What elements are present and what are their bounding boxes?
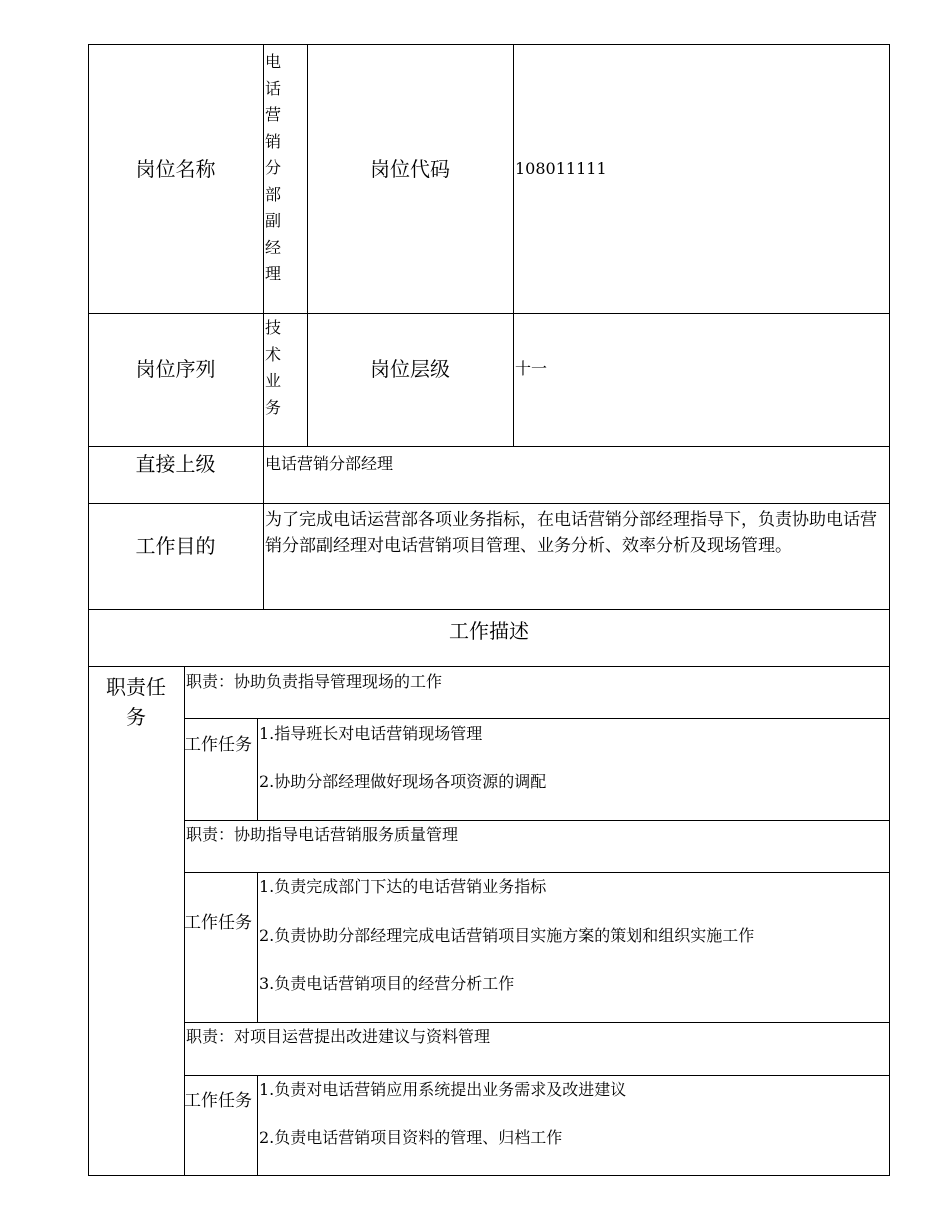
column-divider bbox=[513, 44, 514, 446]
row-divider bbox=[88, 446, 890, 447]
column-divider bbox=[263, 44, 264, 609]
column-divider bbox=[257, 872, 258, 1022]
task-item: 2.协助分部经理做好现场各项资源的调配 bbox=[259, 772, 547, 791]
task-label: 工作任务 bbox=[184, 735, 252, 755]
task-item: 1.负责对电话营销应用系统提出业务需求及改进建议 bbox=[259, 1080, 627, 1099]
position-level-label: 岗位层级 bbox=[370, 357, 450, 381]
row-divider bbox=[184, 1022, 890, 1023]
task-item: 3.负责电话营销项目的经营分析工作 bbox=[259, 974, 515, 993]
row-divider bbox=[184, 718, 890, 719]
task-label: 工作任务 bbox=[184, 1091, 252, 1111]
position-code-value: 108011111 bbox=[515, 159, 607, 178]
row-divider bbox=[88, 666, 890, 667]
direct-superior-value: 电话营销分部经理 bbox=[265, 454, 394, 473]
task-item: 2.负责电话营销项目资料的管理、归档工作 bbox=[259, 1128, 563, 1147]
row-divider bbox=[88, 313, 890, 314]
position-level-value: 十一 bbox=[515, 359, 548, 378]
duty-text: 职责：协助负责指导管理现场的工作 bbox=[186, 672, 443, 691]
work-purpose-value: 为了完成电话运营部各项业务指标，在电话营销分部经理指导下，负责协助电话营销分部副经理对电话营销项目管理、业务分析、效率分析及现场管理。 bbox=[265, 510, 877, 556]
row-divider bbox=[184, 872, 890, 873]
duties-label: 职责任务 bbox=[106, 675, 166, 729]
task-label: 工作任务 bbox=[184, 913, 252, 933]
position-sequence-value: 技术业务 bbox=[265, 318, 282, 417]
column-divider bbox=[257, 1075, 258, 1176]
column-divider bbox=[257, 718, 258, 820]
row-divider bbox=[184, 820, 890, 821]
position-name-value: 电话营销分部副经理 bbox=[265, 52, 282, 283]
row-divider bbox=[184, 1075, 890, 1076]
task-item: 2.负责协助分部经理完成电话营销项目实施方案的策划和组织实施工作 bbox=[259, 926, 755, 945]
work-description-title: 工作描述 bbox=[449, 619, 529, 643]
task-item: 1.负责完成部门下达的电话营销业务指标 bbox=[259, 877, 547, 896]
direct-superior-label: 直接上级 bbox=[135, 452, 216, 476]
task-item: 1.指导班长对电话营销现场管理 bbox=[259, 724, 483, 743]
work-purpose-label: 工作目的 bbox=[135, 534, 216, 558]
duty-text: 职责：协助指导电话营销服务质量管理 bbox=[186, 825, 459, 844]
row-divider bbox=[88, 609, 890, 610]
position-name-label: 岗位名称 bbox=[135, 157, 216, 181]
job-description-table bbox=[88, 44, 890, 1176]
column-divider bbox=[307, 44, 308, 446]
row-divider bbox=[88, 503, 890, 504]
duty-text: 职责：对项目运营提出改进建议与资料管理 bbox=[186, 1027, 491, 1046]
position-sequence-label: 岗位序列 bbox=[135, 357, 216, 381]
position-code-label: 岗位代码 bbox=[370, 157, 450, 181]
table-border bbox=[88, 44, 890, 1176]
